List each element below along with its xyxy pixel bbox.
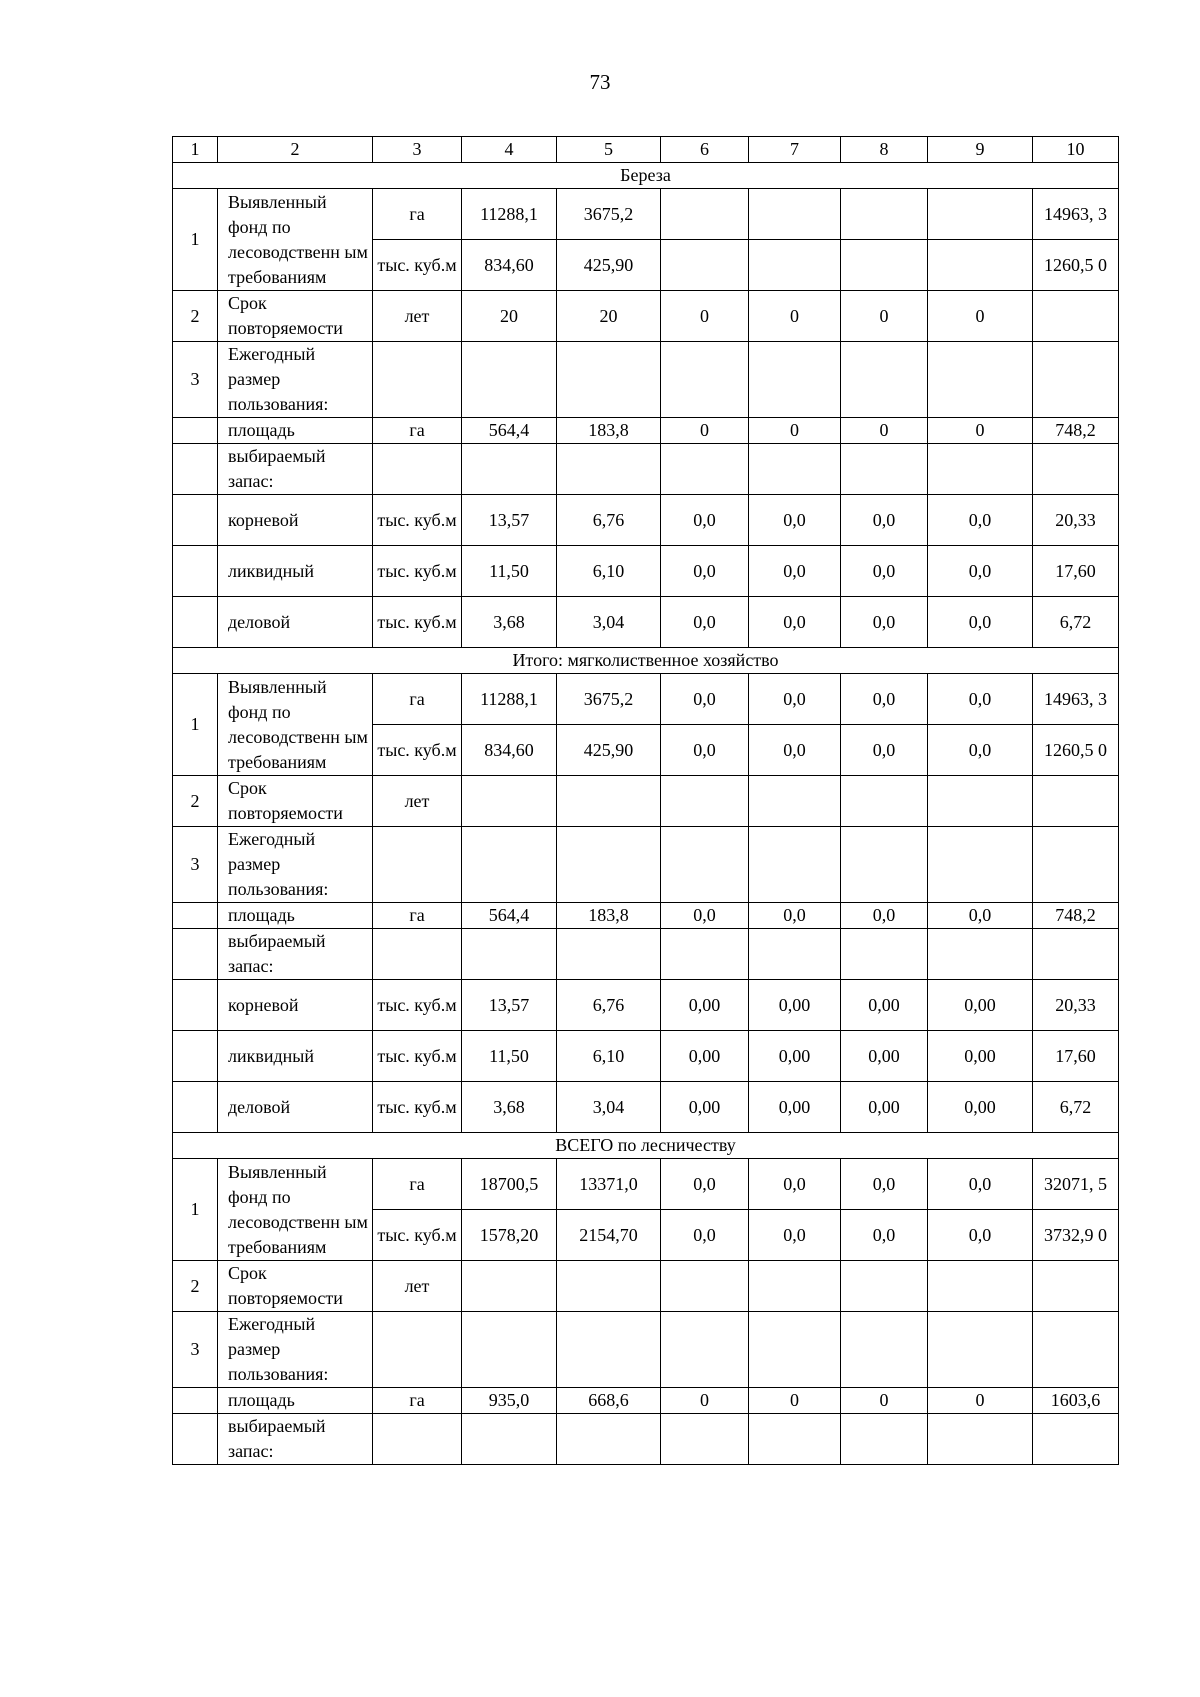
value-cell [749,240,841,291]
unit-cell [373,342,462,418]
value-cell: 0 [928,418,1033,444]
value-cell: 0,0 [661,546,749,597]
value-cell [557,1312,661,1388]
business-row [173,1082,1119,1133]
value-cell: 0,0 [749,903,841,929]
column-header: 1 [173,137,218,163]
column-header: 2 [218,137,373,163]
value-cell [661,776,749,827]
value-cell: 20,33 [1033,495,1119,546]
value-cell [557,827,661,903]
row-number [173,929,218,980]
root-row [173,495,1119,546]
value-cell: 6,10 [557,546,661,597]
value-cell [749,827,841,903]
value-cell [841,1261,928,1312]
value-cell: 0 [749,291,841,342]
value-cell: 0,0 [841,597,928,648]
value-cell [928,827,1033,903]
unit-cell: тыс. куб.м [373,1031,462,1082]
value-cell: 3675,2 [557,189,661,240]
value-cell: 6,72 [1033,597,1119,648]
row-number [173,1082,218,1133]
value-cell [749,1261,841,1312]
row-number: 1 [173,1159,218,1261]
value-cell [661,240,749,291]
unit-cell: лет [373,776,462,827]
area-row [173,903,1119,929]
value-cell: 13,57 [462,980,557,1031]
row-number: 2 [173,291,218,342]
stock-row [173,1414,1119,1465]
value-cell [841,1312,928,1388]
value-cell: 20 [557,291,661,342]
value-cell: 564,4 [462,903,557,929]
value-cell: 425,90 [557,240,661,291]
row-number [173,597,218,648]
section-title-row [173,648,1119,674]
value-cell: 0,0 [928,495,1033,546]
value-cell: 32071, 5 [1033,1159,1119,1210]
row-number: 2 [173,1261,218,1312]
row-label: выбираемый запас: [218,929,373,980]
value-cell: 0,0 [928,725,1033,776]
row-number [173,444,218,495]
unit-cell: лет [373,291,462,342]
value-cell: 1603,6 [1033,1388,1119,1414]
value-cell: 0,0 [841,725,928,776]
value-cell: 183,8 [557,418,661,444]
value-cell [462,342,557,418]
value-cell: 0,0 [841,546,928,597]
unit-cell: тыс. куб.м [373,980,462,1031]
value-cell: 0,0 [749,597,841,648]
section-title: ВСЕГО по лесничеству [173,1133,1119,1159]
row-number: 2 [173,776,218,827]
value-cell [841,827,928,903]
row-number: 3 [173,1312,218,1388]
value-cell: 564,4 [462,418,557,444]
row-label: Выявленный фонд по лесоводственн ым требованиям [218,674,373,776]
value-cell: 0,0 [841,495,928,546]
row-label: Выявленный фонд по лесоводственн ым требованиям [218,189,373,291]
value-cell: 0,0 [749,546,841,597]
value-cell: 0,0 [749,1210,841,1261]
value-cell: 3,04 [557,597,661,648]
column-header: 10 [1033,137,1119,163]
value-cell: 0 [661,1388,749,1414]
value-cell: 0 [749,1388,841,1414]
row-label: Срок повторяемости [218,1261,373,1312]
value-cell: 6,76 [557,495,661,546]
business-row [173,597,1119,648]
row-label: Ежегодный размер пользования: [218,342,373,418]
value-cell: 11288,1 [462,674,557,725]
value-cell: 18700,5 [462,1159,557,1210]
value-cell: 0 [928,1388,1033,1414]
value-cell [1033,776,1119,827]
value-cell [749,1414,841,1465]
value-cell [462,1312,557,1388]
value-cell [928,444,1033,495]
column-header: 6 [661,137,749,163]
value-cell [661,342,749,418]
fund-row [173,1159,1119,1210]
value-cell: 0,0 [749,725,841,776]
unit-cell [373,1312,462,1388]
value-cell: 748,2 [1033,903,1119,929]
value-cell [557,776,661,827]
row-number [173,1388,218,1414]
value-cell: 0,0 [928,597,1033,648]
section-title: Береза [173,163,1119,189]
value-cell: 0,0 [661,674,749,725]
value-cell [1033,929,1119,980]
value-cell: 0,00 [928,1031,1033,1082]
value-cell: 6,76 [557,980,661,1031]
value-cell: 183,8 [557,903,661,929]
unit-cell: га [373,674,462,725]
section-title: Итого: мягколиственное хозяйство [173,648,1119,674]
value-cell [661,189,749,240]
unit-cell [373,929,462,980]
unit-cell: тыс. куб.м [373,725,462,776]
value-cell: 6,10 [557,1031,661,1082]
row-label: площадь [218,1388,373,1414]
value-cell [1033,342,1119,418]
liquid-row [173,546,1119,597]
row-label: деловой [218,1082,373,1133]
value-cell [928,189,1033,240]
unit-cell: га [373,1159,462,1210]
value-cell: 0,00 [841,980,928,1031]
value-cell: 14963, 3 [1033,674,1119,725]
value-cell: 17,60 [1033,546,1119,597]
area-row [173,1388,1119,1414]
value-cell [749,929,841,980]
column-header: 3 [373,137,462,163]
row-label: корневой [218,495,373,546]
srok-row [173,291,1119,342]
value-cell: 0,0 [661,903,749,929]
unit-cell: га [373,903,462,929]
value-cell [661,1261,749,1312]
value-cell [661,1414,749,1465]
value-cell [841,776,928,827]
unit-cell: га [373,1388,462,1414]
root-row [173,980,1119,1031]
value-cell: 2154,70 [557,1210,661,1261]
value-cell: 3,04 [557,1082,661,1133]
value-cell: 0 [841,418,928,444]
value-cell: 0 [661,418,749,444]
row-number [173,1414,218,1465]
column-header: 7 [749,137,841,163]
value-cell [841,189,928,240]
unit-cell: га [373,189,462,240]
value-cell: 3,68 [462,597,557,648]
value-cell [1033,1261,1119,1312]
value-cell: 0,00 [661,1031,749,1082]
value-cell: 1260,5 0 [1033,240,1119,291]
value-cell [557,1414,661,1465]
unit-cell [373,444,462,495]
unit-cell: тыс. куб.м [373,1082,462,1133]
value-cell: 0,0 [661,1159,749,1210]
annual-row [173,342,1119,418]
row-number: 1 [173,189,218,291]
value-cell: 0,00 [749,980,841,1031]
unit-cell: тыс. куб.м [373,240,462,291]
value-cell: 668,6 [557,1388,661,1414]
row-number [173,495,218,546]
row-number [173,903,218,929]
value-cell: 0,00 [928,1082,1033,1133]
value-cell: 0 [841,1388,928,1414]
value-cell: 748,2 [1033,418,1119,444]
value-cell: 0,00 [661,1082,749,1133]
srok-row [173,1261,1119,1312]
value-cell [557,929,661,980]
value-cell: 1260,5 0 [1033,725,1119,776]
row-label: Ежегодный размер пользования: [218,827,373,903]
value-cell [661,929,749,980]
value-cell [1033,827,1119,903]
column-header: 5 [557,137,661,163]
fund-row [173,189,1119,240]
page-number: 73 [589,70,611,94]
value-cell: 3732,9 0 [1033,1210,1119,1261]
srok-row [173,776,1119,827]
unit-cell [373,827,462,903]
value-cell: 834,60 [462,240,557,291]
row-label: Срок повторяемости [218,291,373,342]
value-cell [928,929,1033,980]
row-label: ликвидный [218,1031,373,1082]
value-cell: 0,00 [841,1082,928,1133]
value-cell [661,444,749,495]
value-cell [928,776,1033,827]
unit-cell [373,1414,462,1465]
value-cell: 0 [749,418,841,444]
value-cell [928,240,1033,291]
value-cell: 0,0 [928,674,1033,725]
value-cell: 935,0 [462,1388,557,1414]
value-cell [841,444,928,495]
value-cell: 13371,0 [557,1159,661,1210]
row-label: Срок повторяемости [218,776,373,827]
value-cell [462,444,557,495]
liquid-row [173,1031,1119,1082]
unit-cell: тыс. куб.м [373,1210,462,1261]
value-cell: 0,0 [928,1210,1033,1261]
row-number [173,980,218,1031]
row-label: выбираемый запас: [218,1414,373,1465]
header-row [173,137,1119,163]
value-cell [749,1312,841,1388]
value-cell: 0,0 [841,1159,928,1210]
value-cell [661,1312,749,1388]
value-cell: 0,0 [661,495,749,546]
value-cell: 0,0 [841,674,928,725]
value-cell [749,189,841,240]
value-cell: 0,0 [749,674,841,725]
value-cell: 0,0 [749,1159,841,1210]
value-cell: 6,72 [1033,1082,1119,1133]
value-cell: 14963, 3 [1033,189,1119,240]
row-number [173,418,218,444]
value-cell [557,444,661,495]
value-cell [749,444,841,495]
value-cell [557,1261,661,1312]
row-number: 3 [173,827,218,903]
value-cell: 0,00 [841,1031,928,1082]
value-cell [462,776,557,827]
unit-cell: лет [373,1261,462,1312]
value-cell: 0 [661,291,749,342]
fund-row [173,674,1119,725]
value-cell: 11,50 [462,546,557,597]
value-cell [928,342,1033,418]
value-cell: 0,00 [928,980,1033,1031]
value-cell: 0,0 [661,725,749,776]
annual-row [173,1312,1119,1388]
value-cell: 20 [462,291,557,342]
value-cell: 0 [841,291,928,342]
value-cell [557,342,661,418]
column-header: 4 [462,137,557,163]
value-cell: 17,60 [1033,1031,1119,1082]
value-cell [928,1312,1033,1388]
section-title-row [173,163,1119,189]
row-label: площадь [218,418,373,444]
row-number [173,546,218,597]
value-cell: 3,68 [462,1082,557,1133]
row-label: деловой [218,597,373,648]
value-cell [1033,444,1119,495]
stock-row [173,444,1119,495]
value-cell [841,240,928,291]
value-cell: 11288,1 [462,189,557,240]
value-cell: 0,0 [841,903,928,929]
value-cell [841,342,928,418]
unit-cell: га [373,418,462,444]
value-cell: 1578,20 [462,1210,557,1261]
row-label: Ежегодный размер пользования: [218,1312,373,1388]
row-number [173,1031,218,1082]
row-label: корневой [218,980,373,1031]
value-cell [928,1261,1033,1312]
value-cell: 20,33 [1033,980,1119,1031]
value-cell [462,1414,557,1465]
column-header: 9 [928,137,1033,163]
value-cell [1033,1312,1119,1388]
value-cell [462,1261,557,1312]
value-cell [462,929,557,980]
column-header: 8 [841,137,928,163]
area-row [173,418,1119,444]
value-cell: 0 [928,291,1033,342]
value-cell: 0,00 [749,1031,841,1082]
value-cell [749,776,841,827]
value-cell: 0,00 [661,980,749,1031]
row-label: выбираемый запас: [218,444,373,495]
row-label: ликвидный [218,546,373,597]
value-cell [841,929,928,980]
value-cell [462,827,557,903]
row-label: площадь [218,903,373,929]
row-number: 3 [173,342,218,418]
value-cell: 0,0 [928,546,1033,597]
stock-row [173,929,1119,980]
value-cell: 0,0 [928,903,1033,929]
value-cell: 0,0 [928,1159,1033,1210]
value-cell: 11,50 [462,1031,557,1082]
value-cell [841,1414,928,1465]
value-cell: 0,0 [841,1210,928,1261]
section-title-row [173,1133,1119,1159]
value-cell [749,342,841,418]
value-cell: 0,0 [749,495,841,546]
annual-row [173,827,1119,903]
forest-use-table [172,136,1119,1465]
value-cell [661,827,749,903]
value-cell: 0,0 [661,597,749,648]
unit-cell: тыс. куб.м [373,546,462,597]
unit-cell: тыс. куб.м [373,495,462,546]
value-cell [1033,291,1119,342]
value-cell [1033,1414,1119,1465]
row-number: 1 [173,674,218,776]
value-cell: 834,60 [462,725,557,776]
unit-cell: тыс. куб.м [373,597,462,648]
row-label: Выявленный фонд по лесоводственн ым требованиям [218,1159,373,1261]
value-cell [928,1414,1033,1465]
value-cell: 0,00 [749,1082,841,1133]
value-cell: 0,0 [661,1210,749,1261]
value-cell: 3675,2 [557,674,661,725]
value-cell: 425,90 [557,725,661,776]
value-cell: 13,57 [462,495,557,546]
